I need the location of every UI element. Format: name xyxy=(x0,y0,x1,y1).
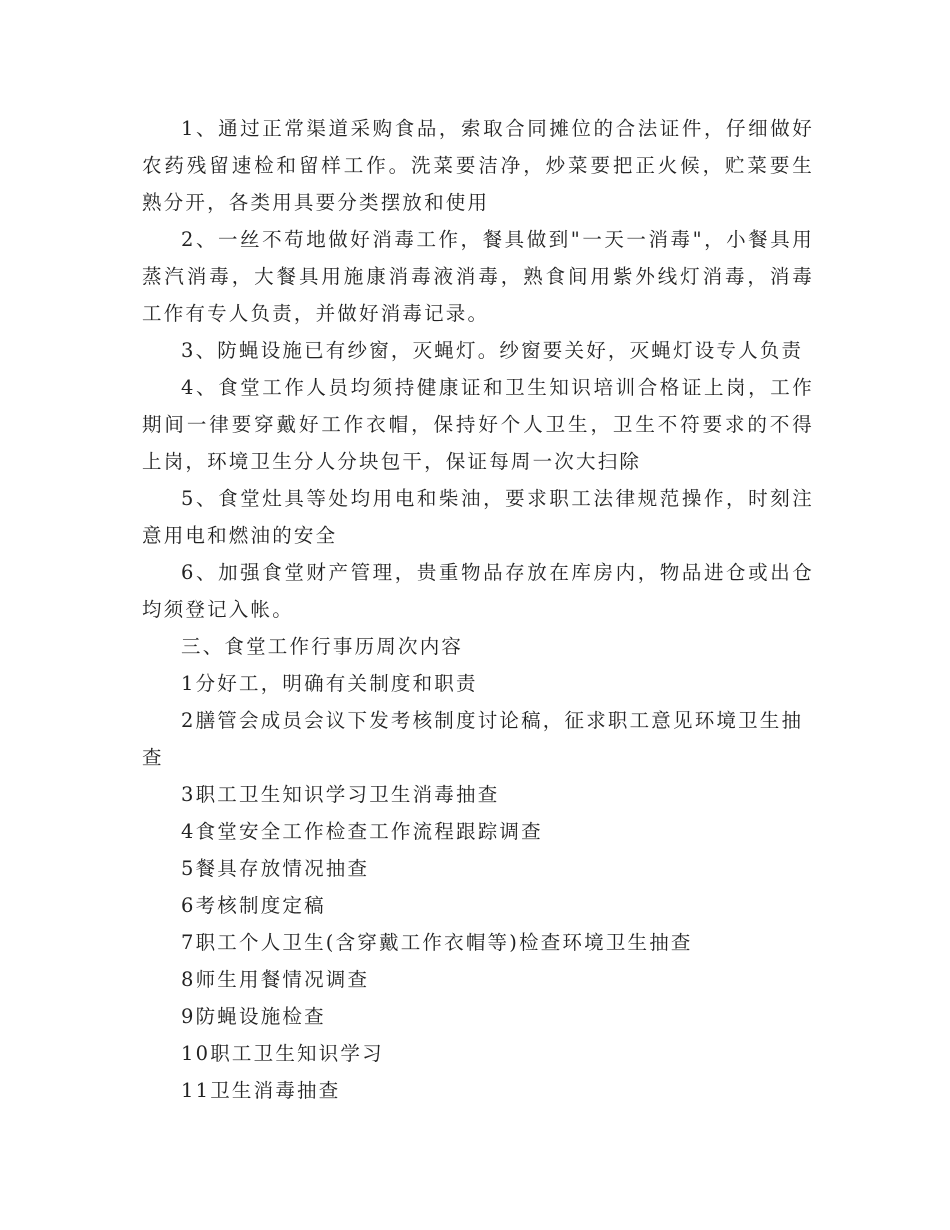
paragraph-fuel-safety: 5、食堂灶具等处均用电和柴油，要求职工法律规范操作，时刻注意用电和燃油的安全 xyxy=(142,487,814,547)
paragraph-staff-hygiene: 4、食堂工作人员均须持健康证和卫生知识培训合格证上岗，工作期间一律要穿戴好工作衣帽，保持好个人卫生，卫生不符要求的不得上岗，环境卫生分人分块包干，保证每周一次大扫除 xyxy=(142,376,814,473)
schedule-item: 2膳管会成员会议下发考核制度讨论稿，征求职工意见环境卫生抽查 xyxy=(142,709,804,769)
paragraph-disinfection: 2、一丝不苟地做好消毒工作，餐具做到"一天一消毒"，小餐具用蒸汽消毒，大餐具用施康消毒液消毒，熟食间用紫外线灯消毒，消毒工作有专人负责，并做好消毒记录。 xyxy=(142,228,814,325)
schedule-item: 4食堂安全工作检查工作流程跟踪调查 xyxy=(181,820,543,843)
schedule-item: 10职工卫生知识学习 xyxy=(181,1042,384,1065)
schedule-item: 6考核制度定稿 xyxy=(181,894,326,917)
schedule-item: 9防蝇设施检查 xyxy=(181,1005,326,1028)
schedule-item: 8师生用餐情况调查 xyxy=(181,968,370,991)
schedule-item: 3职工卫生知识学习卫生消毒抽查 xyxy=(181,783,500,806)
paragraph-fly-prevention: 3、防蝇设施已有纱窗，灭蝇灯。纱窗要关好，灭蝇灯设专人负责 xyxy=(181,339,804,362)
document-body xyxy=(142,110,814,1109)
paragraph-procurement: 1、通过正常渠道采购食品，索取合同摊位的合法证件，仔细做好农药残留速检和留样工作。洗菜要洁净，炒菜要把正火候，贮菜要生熟分开，各类用具要分类摆放和使用 xyxy=(142,117,814,214)
schedule-item: 5餐具存放情况抽查 xyxy=(181,857,370,880)
paragraph-property-management: 6、加强食堂财产管理，贵重物品存放在库房内，物品进仓或出仓均须登记入帐。 xyxy=(142,561,814,621)
schedule-item: 11卫生消毒抽查 xyxy=(181,1079,341,1102)
schedule-item: 7职工个人卫生(含穿戴工作衣帽等)检查环境卫生抽查 xyxy=(181,931,693,954)
section-heading: 三、食堂工作行事历周次内容 xyxy=(181,635,464,658)
schedule-item: 1分好工，明确有关制度和职责 xyxy=(181,672,478,695)
